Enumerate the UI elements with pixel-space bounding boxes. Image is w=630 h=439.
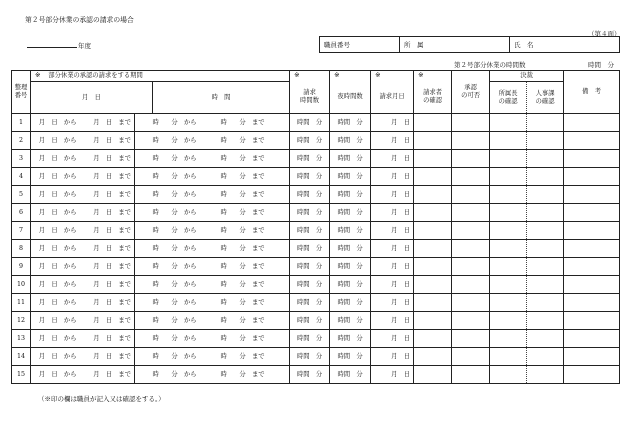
requester-confirm-field[interactable] [414,348,452,366]
date-to-field[interactable]: 月 日 まで [79,294,135,312]
request-date-field[interactable]: 月 日 [371,186,414,204]
night-hours-field[interactable]: 時間 分 [330,276,371,294]
remarks-field[interactable] [564,330,620,348]
table-row [12,348,620,366]
table-row [12,276,620,294]
time-from-field[interactable]: 時 分 から [153,168,205,186]
time-to-field[interactable]: 時 分 まで [221,150,290,168]
date-from-field[interactable]: 月 日 から [31,258,79,276]
time-from-field[interactable]: 時 分 から [153,312,205,330]
date-header: 月 日 [31,82,153,114]
row-number: 12 [12,312,31,330]
approval-field[interactable] [452,222,490,240]
date-to-field[interactable]: 月 日 まで [79,312,135,330]
time-spacer [205,312,221,330]
time-to-field[interactable]: 時 分 まで [221,114,290,132]
time-spacer [135,168,153,186]
row-number: 3 [12,150,31,168]
time-to-field[interactable]: 時 分 まで [221,132,290,150]
row-number: 8 [12,240,31,258]
time-spacer [135,132,153,150]
date-from-field[interactable]: 月 日 から [31,132,79,150]
table-row [12,366,620,384]
night-hours-field[interactable]: 時間 分 [330,330,371,348]
time-spacer [135,240,153,258]
requester-confirm-field[interactable] [414,366,452,384]
time-to-field[interactable]: 時 分 まで [221,168,290,186]
table-row [12,330,620,348]
star-requested-hours: ※ [290,71,330,82]
time-spacer [205,276,221,294]
time-spacer [205,348,221,366]
date-to-field[interactable]: 月 日 まで [79,366,135,384]
time-spacer [135,204,153,222]
time-from-field[interactable]: 時 分 から [153,348,205,366]
staff-number-field[interactable]: 職員番号 [320,37,400,53]
approval-field[interactable] [452,114,490,132]
requester-confirm-field[interactable] [414,186,452,204]
requester-confirm-field[interactable] [414,150,452,168]
requested-hours-field[interactable]: 時間 分 [290,348,330,366]
time-spacer [205,258,221,276]
remarks-field[interactable] [564,276,620,294]
personnel-confirm-field[interactable] [527,240,564,258]
request-date-field[interactable]: 月 日 [371,348,414,366]
time-spacer [205,330,221,348]
night-hours-field[interactable]: 時間 分 [330,312,371,330]
approval-field[interactable] [452,168,490,186]
time-spacer [135,348,153,366]
table-row [12,222,620,240]
row-number: 7 [12,222,31,240]
table-row [12,312,620,330]
time-spacer [205,294,221,312]
head-confirm-field[interactable] [490,312,527,330]
head-confirm-field[interactable] [490,366,527,384]
row-number: 2 [12,132,31,150]
head-confirm-field[interactable] [490,186,527,204]
time-to-field[interactable]: 時 分 まで [221,240,290,258]
request-date-field[interactable]: 月 日 [371,258,414,276]
form-title: 第２号部分休業の承認の請求の場合 [25,16,134,24]
date-from-field[interactable]: 月 日 から [31,150,79,168]
time-spacer [135,222,153,240]
personnel-confirm-field[interactable] [527,330,564,348]
fiscal-year-field-line[interactable] [27,47,77,48]
personnel-confirm-header: 人事課 の確認 [527,82,564,114]
time-to-field[interactable]: 時 分 まで [221,258,290,276]
requester-confirm-header: 請求者 の確認 [414,82,452,114]
row-number: 10 [12,276,31,294]
date-from-field[interactable]: 月 日 から [31,168,79,186]
time-to-field[interactable]: 時 分 まで [221,222,290,240]
time-from-field[interactable]: 時 分 から [153,204,205,222]
head-confirm-field[interactable] [490,348,527,366]
approval-field[interactable] [452,312,490,330]
requester-confirm-field[interactable] [414,330,452,348]
time-from-field[interactable]: 時 分 から [153,114,205,132]
personnel-confirm-field[interactable] [527,222,564,240]
row-number: 4 [12,168,31,186]
time-spacer [135,330,153,348]
date-to-field[interactable]: 月 日 まで [79,222,135,240]
time-from-field[interactable]: 時 分 から [153,276,205,294]
approval-field[interactable] [452,204,490,222]
table-row [12,114,620,132]
row-number: 9 [12,258,31,276]
remarks-header: 備 考 [564,71,620,114]
night-hours-field[interactable]: 時間 分 [330,258,371,276]
time-spacer [205,114,221,132]
footnote: （※印の欄は職員が記入又は確認をする。） [38,395,165,403]
time-spacer [135,294,153,312]
row-number: 13 [12,330,31,348]
requested-hours-field[interactable]: 時間 分 [290,312,330,330]
date-from-field[interactable]: 月 日 から [31,240,79,258]
request-date-field[interactable]: 月 日 [371,132,414,150]
date-to-field[interactable]: 月 日 まで [79,186,135,204]
head-confirm-field[interactable] [490,330,527,348]
decision-header: 決裁 [490,71,564,82]
row-number: 15 [12,366,31,384]
hours-summary-label: 第２号部分休業の時間数 [454,61,526,69]
time-spacer [135,258,153,276]
remarks-field[interactable] [564,294,620,312]
time-spacer [135,276,153,294]
date-to-field[interactable]: 月 日 まで [79,150,135,168]
night-hours-field[interactable]: 時間 分 [330,240,371,258]
requested-hours-field[interactable]: 時間 分 [290,240,330,258]
star-requester-confirm: ※ [414,71,452,82]
approval-field[interactable] [452,132,490,150]
time-spacer [205,240,221,258]
request-date-field[interactable]: 月 日 [371,330,414,348]
row-number: 1 [12,114,31,132]
table-row [12,294,620,312]
time-spacer [205,222,221,240]
remarks-field[interactable] [564,186,620,204]
row-number: 11 [12,294,31,312]
remarks-field[interactable] [564,312,620,330]
name-field[interactable]: 氏 名 [510,37,620,53]
date-from-field[interactable]: 月 日 から [31,186,79,204]
requested-hours-field[interactable]: 時間 分 [290,330,330,348]
head-confirm-field[interactable] [490,168,527,186]
request-date-field[interactable]: 月 日 [371,204,414,222]
date-from-field[interactable]: 月 日 から [31,204,79,222]
night-hours-field[interactable]: 時間 分 [330,204,371,222]
time-to-field[interactable]: 時 分 まで [221,348,290,366]
personnel-confirm-field[interactable] [527,168,564,186]
date-to-field[interactable]: 月 日 まで [79,276,135,294]
night-hours-field[interactable]: 時間 分 [330,348,371,366]
date-from-field[interactable]: 月 日 から [31,330,79,348]
night-hours-field[interactable]: 時間 分 [330,222,371,240]
remarks-field[interactable] [564,114,620,132]
request-date-field[interactable]: 月 日 [371,222,414,240]
date-to-field[interactable]: 月 日 まで [79,240,135,258]
time-header: 時 間 [153,82,290,114]
approval-header: 承認 の可否 [452,71,490,114]
partial-leave-request-table [11,70,620,384]
head-confirm-field[interactable] [490,276,527,294]
requested-hours-field[interactable]: 時間 分 [290,258,330,276]
night-hours-field[interactable]: 時間 分 [330,114,371,132]
remarks-field[interactable] [564,366,620,384]
night-hours-field[interactable]: 時間 分 [330,366,371,384]
approval-field[interactable] [452,240,490,258]
head-confirm-field[interactable] [490,204,527,222]
remarks-field[interactable] [564,204,620,222]
request-date-field[interactable]: 月 日 [371,294,414,312]
time-to-field[interactable]: 時 分 まで [221,312,290,330]
time-from-field[interactable]: 時 分 から [153,294,205,312]
table-row [12,186,620,204]
requested-hours-field[interactable]: 時間 分 [290,222,330,240]
table-row [12,240,620,258]
page-number: （第４面） [588,30,621,38]
date-from-field[interactable]: 月 日 から [31,348,79,366]
request-date-field[interactable]: 月 日 [371,114,414,132]
request-date-field[interactable]: 月 日 [371,150,414,168]
time-spacer [205,168,221,186]
requested-hours-field[interactable]: 時間 分 [290,168,330,186]
time-spacer [205,204,221,222]
date-to-field[interactable]: 月 日 まで [79,330,135,348]
requested-hours-field[interactable]: 時間 分 [290,276,330,294]
night-hours-field[interactable]: 時間 分 [330,186,371,204]
night-hours-header: 夜時間数 [330,82,371,114]
requested-hours-field[interactable]: 時間 分 [290,114,330,132]
head-confirm-field[interactable] [490,114,527,132]
requested-hours-field[interactable]: 時間 分 [290,366,330,384]
date-to-field[interactable]: 月 日 まで [79,132,135,150]
date-to-field[interactable]: 月 日 まで [79,348,135,366]
approval-field[interactable] [452,276,490,294]
personnel-confirm-field[interactable] [527,132,564,150]
time-spacer [135,312,153,330]
head-confirm-field[interactable] [490,222,527,240]
requester-confirm-field[interactable] [414,204,452,222]
personnel-confirm-field[interactable] [527,150,564,168]
star-request-date: ※ [371,71,414,82]
fiscal-year-label: 年度 [78,42,91,50]
star-mark: ※ [35,72,41,80]
remarks-field[interactable] [564,258,620,276]
time-spacer [135,114,153,132]
remarks-field[interactable] [564,240,620,258]
approval-field[interactable] [452,150,490,168]
time-to-field[interactable]: 時 分 まで [221,204,290,222]
remarks-field[interactable] [564,348,620,366]
head-confirm-field[interactable] [490,150,527,168]
period-header: ※ 部分休業の承認の請求をする期間 [31,71,290,82]
requester-confirm-field[interactable] [414,276,452,294]
time-to-field[interactable]: 時 分 まで [221,366,290,384]
request-date-field[interactable]: 月 日 [371,240,414,258]
head-confirm-field[interactable] [490,240,527,258]
time-to-field[interactable]: 時 分 まで [221,294,290,312]
personnel-confirm-field[interactable] [527,204,564,222]
approval-field[interactable] [452,186,490,204]
personnel-confirm-field[interactable] [527,348,564,366]
time-spacer [135,186,153,204]
affiliation-field[interactable]: 所 属 [400,37,510,53]
request-date-field[interactable]: 月 日 [371,312,414,330]
remarks-field[interactable] [564,132,620,150]
remarks-field[interactable] [564,150,620,168]
date-to-field[interactable]: 月 日 まで [79,114,135,132]
personnel-confirm-field[interactable] [527,114,564,132]
time-from-field[interactable]: 時 分 から [153,330,205,348]
table-row [12,204,620,222]
personnel-confirm-field[interactable] [527,276,564,294]
approval-field[interactable] [452,294,490,312]
approval-field[interactable] [452,366,490,384]
date-from-field[interactable]: 月 日 から [31,294,79,312]
personnel-confirm-field[interactable] [527,258,564,276]
table-row [12,132,620,150]
personnel-confirm-field[interactable] [527,366,564,384]
requester-confirm-field[interactable] [414,168,452,186]
row-number: 6 [12,204,31,222]
night-hours-field[interactable]: 時間 分 [330,132,371,150]
col-number-header: 整理 番号 [12,71,31,114]
personnel-confirm-field[interactable] [527,294,564,312]
personnel-confirm-field[interactable] [527,312,564,330]
request-date-field[interactable]: 月 日 [371,366,414,384]
time-from-field[interactable]: 時 分 から [153,186,205,204]
requested-hours-field[interactable]: 時間 分 [290,294,330,312]
time-spacer [205,150,221,168]
table-row [12,258,620,276]
date-from-field[interactable]: 月 日 から [31,366,79,384]
requester-confirm-field[interactable] [414,114,452,132]
row-number: 14 [12,348,31,366]
star-night-hours: ※ [330,71,371,82]
request-date-header: 請求月日 [371,82,414,114]
night-hours-field[interactable]: 時間 分 [330,294,371,312]
time-spacer [135,150,153,168]
time-to-field[interactable]: 時 分 まで [221,276,290,294]
time-from-field[interactable]: 時 分 から [153,150,205,168]
requested-hours-field[interactable]: 時間 分 [290,132,330,150]
date-to-field[interactable]: 月 日 まで [79,258,135,276]
personnel-confirm-field[interactable] [527,186,564,204]
table-row [12,150,620,168]
employee-info-table [319,36,620,53]
date-from-field[interactable]: 月 日 から [31,312,79,330]
row-number: 5 [12,186,31,204]
hours-summary-unit[interactable]: 時間 分 [588,61,614,69]
approval-field[interactable] [452,348,490,366]
requested-hours-field[interactable]: 時間 分 [290,204,330,222]
requested-hours-header: 請求 時間数 [290,82,330,114]
requested-hours-field[interactable]: 時間 分 [290,150,330,168]
head-confirm-field[interactable] [490,258,527,276]
requester-confirm-field[interactable] [414,240,452,258]
request-date-field[interactable]: 月 日 [371,168,414,186]
table-row [12,168,620,186]
time-to-field[interactable]: 時 分 まで [221,330,290,348]
time-from-field[interactable]: 時 分 から [153,240,205,258]
date-from-field[interactable]: 月 日 から [31,276,79,294]
time-spacer [205,186,221,204]
night-hours-field[interactable]: 時間 分 [330,150,371,168]
requester-confirm-field[interactable] [414,132,452,150]
requester-confirm-field[interactable] [414,294,452,312]
date-to-field[interactable]: 月 日 まで [79,204,135,222]
time-spacer [205,132,221,150]
time-from-field[interactable]: 時 分 から [153,258,205,276]
head-confirm-field[interactable] [490,294,527,312]
time-to-field[interactable]: 時 分 まで [221,186,290,204]
remarks-field[interactable] [564,168,620,186]
approval-field[interactable] [452,258,490,276]
time-spacer [135,366,153,384]
remarks-field[interactable] [564,222,620,240]
time-from-field[interactable]: 時 分 から [153,222,205,240]
date-to-field[interactable]: 月 日 まで [79,168,135,186]
approval-field[interactable] [452,330,490,348]
time-spacer [205,366,221,384]
date-from-field[interactable]: 月 日 から [31,222,79,240]
night-hours-field[interactable]: 時間 分 [330,168,371,186]
date-from-field[interactable]: 月 日 から [31,114,79,132]
head-confirm-header: 所属長 の確認 [490,82,527,114]
time-from-field[interactable]: 時 分 から [153,366,205,384]
requester-confirm-field[interactable] [414,258,452,276]
requester-confirm-field[interactable] [414,312,452,330]
time-from-field[interactable]: 時 分 から [153,132,205,150]
requester-confirm-field[interactable] [414,222,452,240]
requested-hours-field[interactable]: 時間 分 [290,186,330,204]
request-date-field[interactable]: 月 日 [371,276,414,294]
head-confirm-field[interactable] [490,132,527,150]
